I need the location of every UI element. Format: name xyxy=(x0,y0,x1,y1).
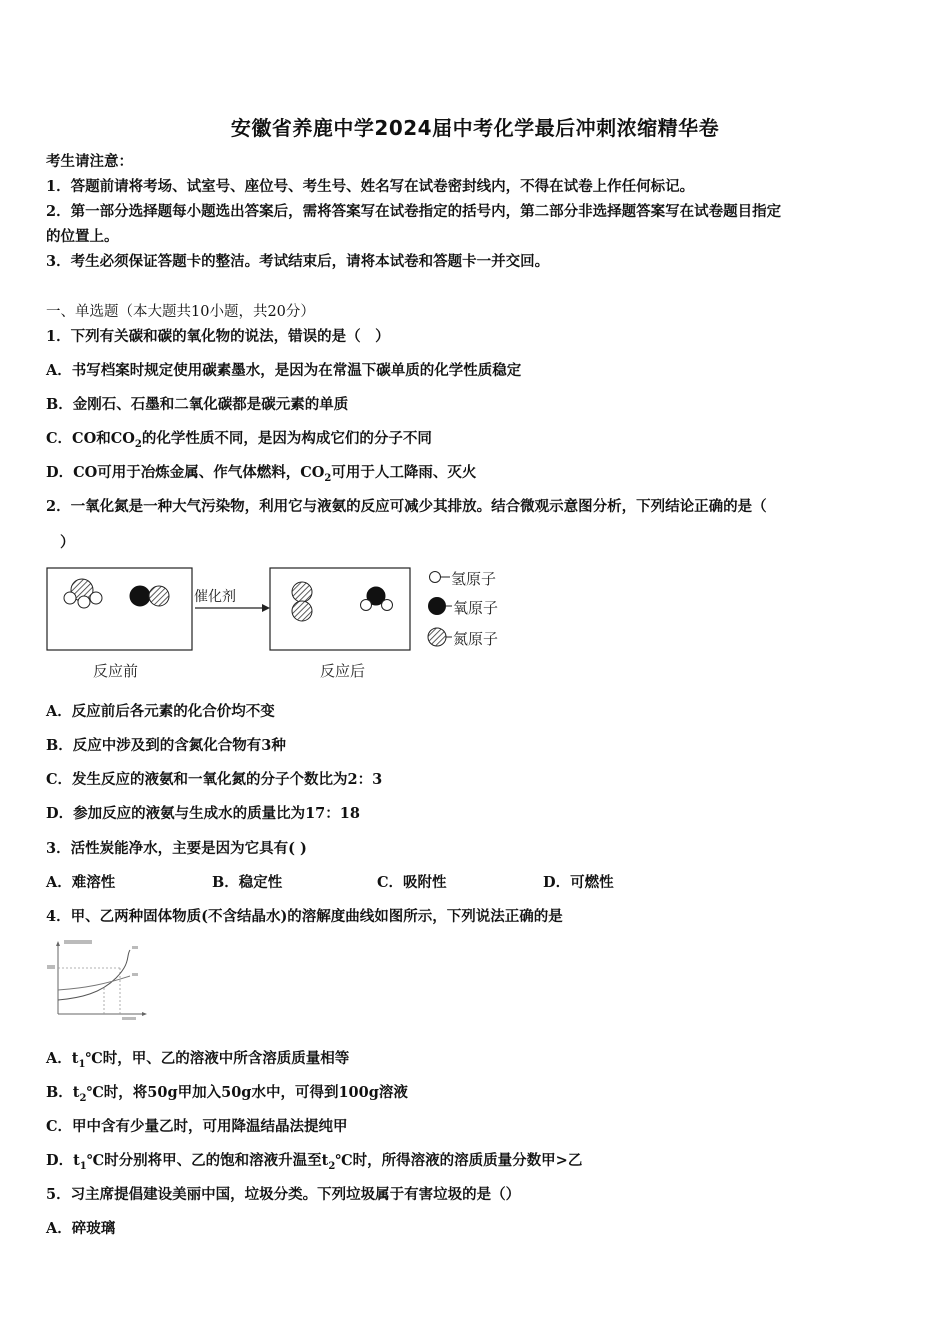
q4-option-c: C．甲中含有少量乙时，可用降温结晶法提纯甲 xyxy=(46,1118,348,1135)
q1-option-c: C．CO和$CO_2$的化学性质不同，是因为构成它们的分子不同 xyxy=(46,430,432,450)
q2-option-d: D．参加反应的液氨与生成水的质量比为17：18 xyxy=(46,805,360,822)
section-heading: 一、单选题（本大题共10小题，共20分） xyxy=(46,304,315,320)
hydrogen-atom xyxy=(382,600,393,611)
notice-heading: 考生请注意： xyxy=(46,153,133,170)
q4-option-b: B．$t_2℃$时，将50g甲加入50g水中，可得到100g溶液 xyxy=(46,1084,408,1104)
nitrogen-atom xyxy=(292,582,312,602)
nitrogen-atom xyxy=(292,601,312,621)
q3-option-b: B．稳定性 xyxy=(212,874,283,891)
nitrogen-atom xyxy=(149,586,169,606)
catalyst-label: 催化剂 xyxy=(194,589,236,605)
solubility-curve-svg xyxy=(46,938,150,1022)
exam-title: 安徽省养鹿中学2024届中考化学最后冲刺浓缩精华卷 xyxy=(230,116,720,140)
hydrogen-atom xyxy=(64,592,76,604)
question-2-stem: 2．一氧化氮是一种大气污染物，利用它与液氨的反应可减少其排放。结合微观示意图分析，下列结论正确的是（ xyxy=(46,498,767,515)
q2-option-a: A．反应前后各元素的化合价均不变 xyxy=(46,703,275,720)
q3-option-d: D．可燃性 xyxy=(543,874,614,891)
notice-item: 2．第一部分选择题每小题选出答案后，需将答案写在试卷指定的括号内，第二部分非选择题答案写在试卷题目指定 xyxy=(46,203,782,220)
before-label: 反应前 xyxy=(93,662,139,680)
legend-nitrogen-icon xyxy=(428,628,446,646)
hydrogen-atom xyxy=(90,592,102,604)
question-5-stem: 5．习主席提倡建设美丽中国，垃圾分类。下列垃圾属于有害垃圾的是（） xyxy=(46,1186,521,1203)
q2-option-b: B．反应中涉及到的含氮化合物有3种 xyxy=(46,737,286,754)
question-2-stem-cont: ） xyxy=(60,534,75,551)
hydrogen-atom xyxy=(78,596,90,608)
q1-option-b: B．金刚石、石墨和二氧化碳都是碳元素的单质 xyxy=(46,396,349,413)
legend-oxygen-label: 氧原子 xyxy=(453,599,499,617)
question-3-stem: 3．活性炭能净水，主要是因为它具有( ) xyxy=(46,840,307,857)
q3-option-c: C．吸附性 xyxy=(377,874,447,891)
solubility-curve-graph xyxy=(46,938,150,1022)
q3-option-a: A．难溶性 xyxy=(46,874,116,891)
notice-item: 1．答题前请将考场、试室号、座位号、考生号、姓名写在试卷密封线内，不得在试卷上作任何标记。 xyxy=(46,178,695,195)
notice-item: 的位置上。 xyxy=(46,228,119,245)
before-box xyxy=(47,568,192,650)
q1-option-d: D．CO可用于冶炼金属、作气体燃料，$CO_2$可用于人工降雨、灭火 xyxy=(46,464,477,484)
q1-option-a: A．书写档案时规定使用碳素墨水，是因为在常温下碳单质的化学性质稳定 xyxy=(46,362,522,379)
legend-oxygen-icon xyxy=(428,597,446,615)
legend-hydrogen-label: 氢原子 xyxy=(451,570,497,588)
hydrogen-atom xyxy=(361,600,372,611)
legend-hydrogen-icon xyxy=(430,572,441,583)
q4-option-d: D．$t_1℃$时分别将甲、乙的饱和溶液升温至$t_2℃$时，所得溶液的溶质质量分数甲>乙 xyxy=(46,1152,583,1172)
oxygen-atom xyxy=(130,586,150,606)
q4-option-a: A．$t_1℃$时，甲、乙的溶液中所含溶质质量相等 xyxy=(46,1050,350,1070)
notice-item: 3．考生必须保证答题卡的整洁。考试结束后，请将本试卷和答题卡一并交回。 xyxy=(46,253,550,270)
question-1-stem: 1．下列有关碳和碳的氧化物的说法，错误的是（ ） xyxy=(46,328,390,345)
legend-nitrogen-label: 氮原子 xyxy=(453,630,499,648)
q2-option-c: C．发生反应的液氨和一氧化氮的分子个数比为2：3 xyxy=(46,771,383,788)
after-label: 反应后 xyxy=(320,662,366,680)
q5-option-a: A．碎玻璃 xyxy=(46,1220,116,1237)
reaction-diagram xyxy=(40,560,540,690)
question-4-stem: 4．甲、乙两种固体物质(不含结晶水)的溶解度曲线如图所示，下列说法正确的是 xyxy=(46,908,563,925)
